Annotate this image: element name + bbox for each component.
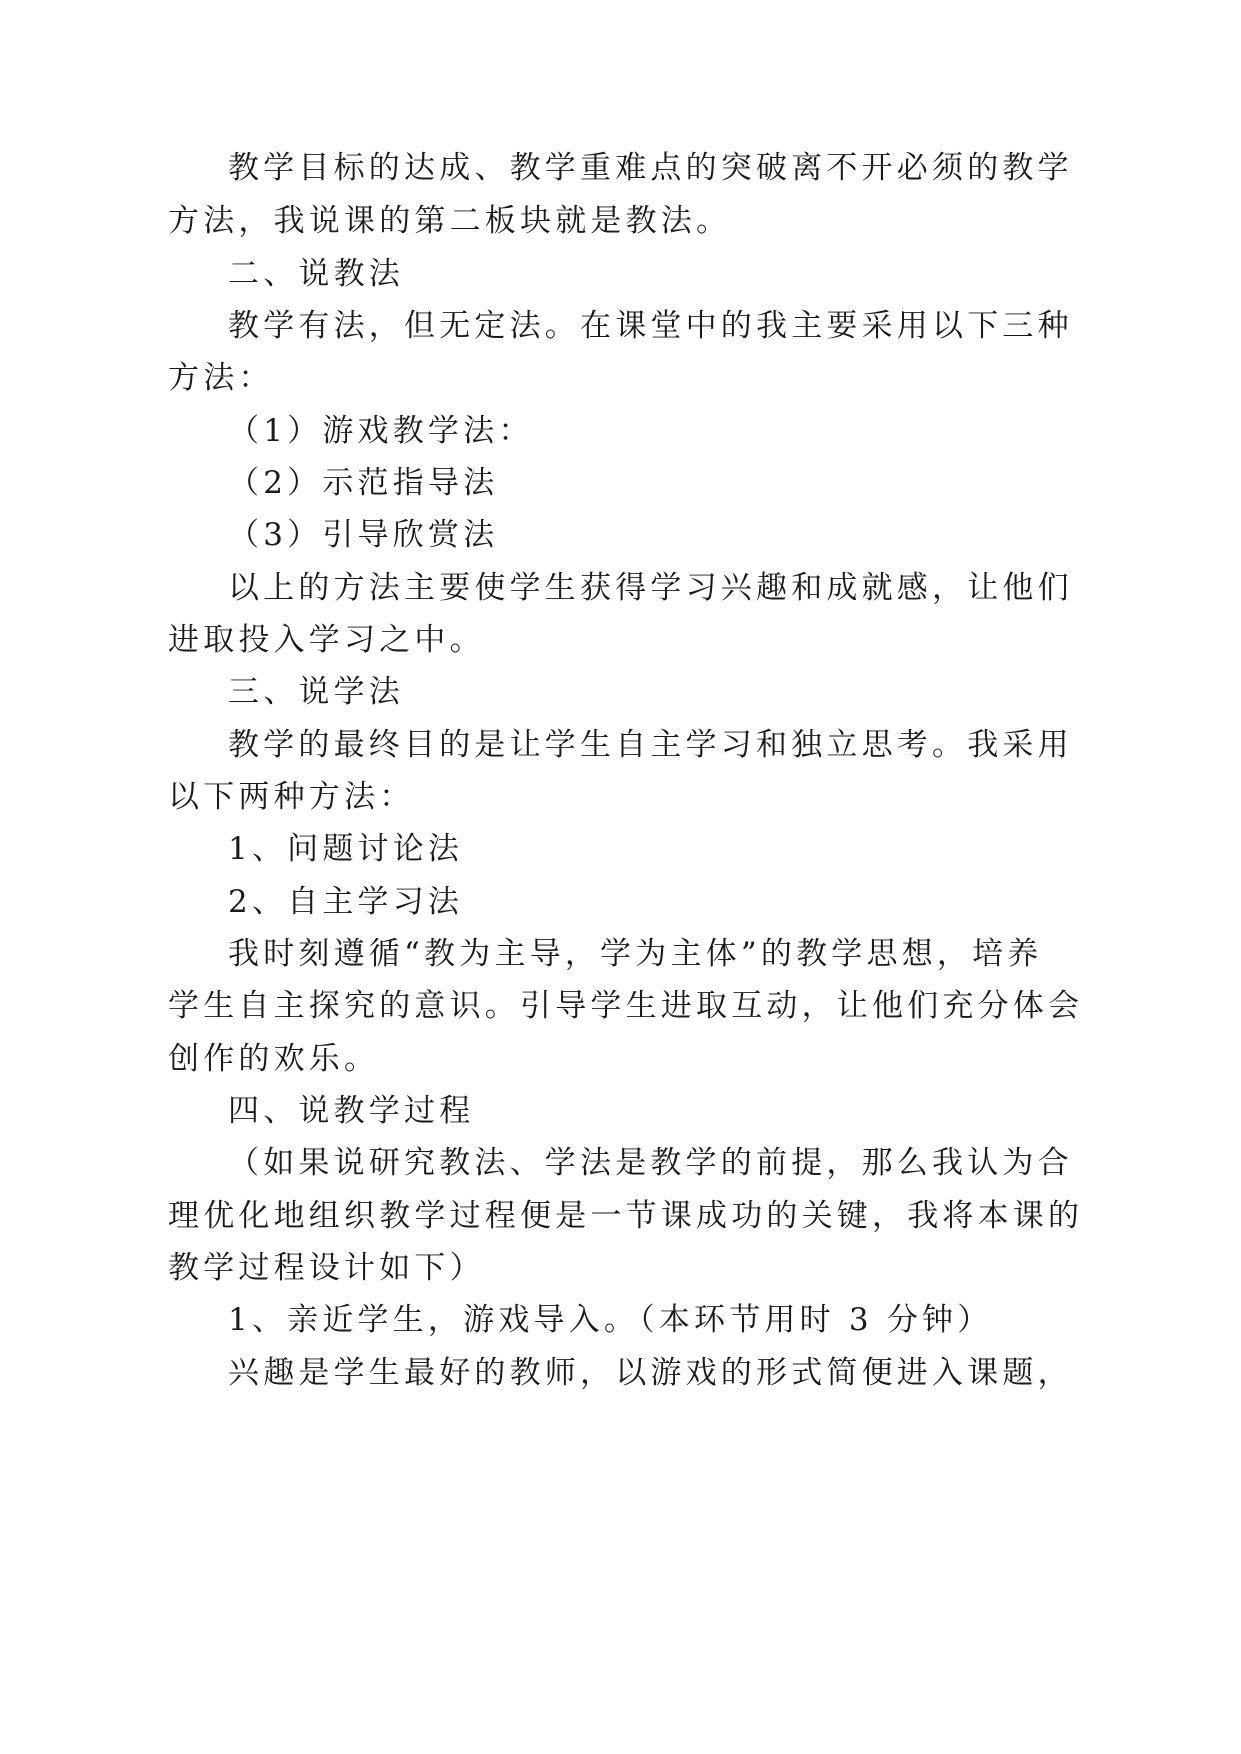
- paragraph-line: 方法：: [168, 360, 274, 396]
- paragraph-line: 创作的欢乐。: [168, 1041, 380, 1077]
- list-item: （2）示范指导法: [228, 465, 499, 501]
- paragraph-line: 进取投入学习之中。: [168, 622, 485, 658]
- list-item: 1、问题讨论法: [228, 831, 464, 867]
- paragraph-line: 教学有法，但无定法。在课堂中的我主要采用以下三种: [228, 308, 1073, 344]
- paragraph-line: 学生自主探究的意识。引导学生进取互动，让他们充分体会: [168, 988, 1084, 1024]
- list-item: 1、亲近学生，游戏导入。（本环节用时 3 分钟）: [228, 1302, 993, 1338]
- paragraph-line: 教学目标的达成、教学重难点的突破离不开必须的教学: [228, 150, 1073, 186]
- paragraph-line: 方法，我说课的第二板块就是教法。: [168, 203, 732, 239]
- list-item: （3）引导欣赏法: [228, 517, 499, 553]
- paragraph-line: 教学过程设计如下）: [168, 1250, 485, 1286]
- section-heading: 二、说教法: [228, 256, 404, 292]
- list-item: 2、自主学习法: [228, 884, 464, 920]
- section-heading: 三、说学法: [228, 674, 404, 710]
- paragraph-line: 兴趣是学生最好的教师，以游戏的形式简便进入课题，: [228, 1355, 1073, 1391]
- paragraph-line: 理优化地组织教学过程便是一节课成功的关键，我将本课的: [168, 1198, 1084, 1234]
- paragraph-line: 以上的方法主要使学生获得学习兴趣和成就感，让他们: [228, 570, 1073, 606]
- paragraph-line: 教学的最终目的是让学生自主学习和独立思考。我采用: [228, 727, 1073, 763]
- section-heading: 四、说教学过程: [228, 1093, 475, 1129]
- paragraph-line: （如果说研究教法、学法是教学的前提，那么我认为合: [228, 1145, 1073, 1181]
- list-item: （1）游戏教学法：: [228, 413, 534, 449]
- paragraph-line: 我时刻遵循“教为主导，学为主体”的教学思想，培养: [228, 936, 1043, 972]
- paragraph-line: 以下两种方法：: [168, 779, 415, 815]
